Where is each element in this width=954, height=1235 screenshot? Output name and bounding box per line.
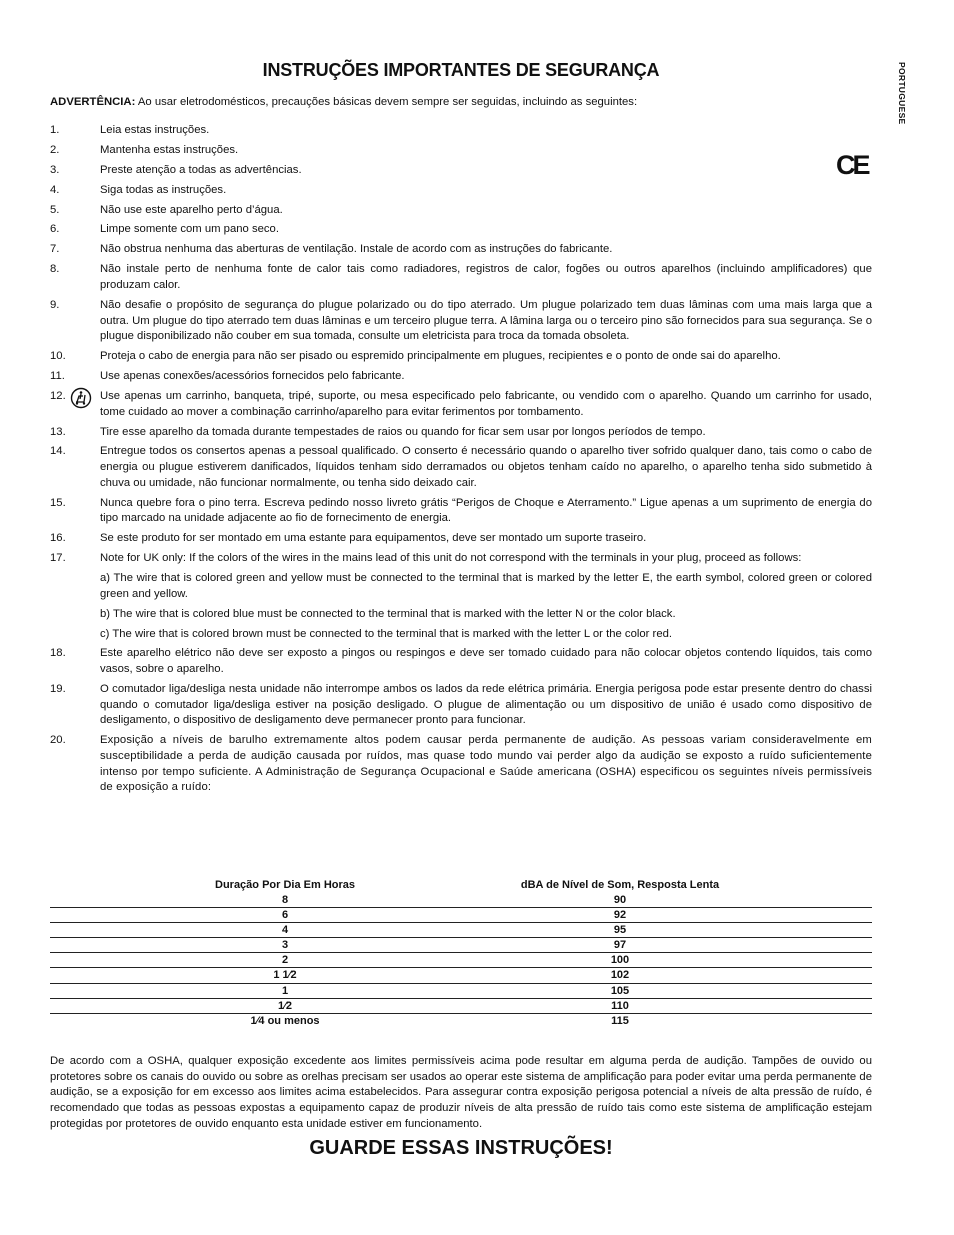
list-item-number-text: 1. [50, 124, 60, 136]
list-item-number-text: 8. [50, 263, 60, 276]
list-item-text: Não desafie o propósito de segurança do plugue polarizado ou do tipo aterrado. Um plugue polarizado tem duas lâminas com uma mais larga que a outra. Um plugue do tipo aterrado tem duas lâminas e um terceiro plugue terra. A lâmina larga ou o terceiro pino são fornecidos para sua segurança. Se o plugue disponibilizado não couber em sua tomada, consulte um eletricista para troca da tomada obsoleta. [100, 298, 872, 343]
list-item-number-text: 4. [50, 183, 60, 196]
list-item [50, 551, 872, 567]
list-item-number-text: 19. [50, 683, 66, 696]
cell-dba: 110 [611, 999, 629, 1012]
noise-exposure-table [50, 878, 872, 1029]
list-item-number [50, 183, 100, 199]
list-item-number [50, 143, 100, 159]
list-item [50, 262, 872, 293]
list-item-number-text: 14. [50, 445, 66, 458]
list-item-text: Use apenas conexões/acessórios fornecidos pelo fabricante. [100, 370, 405, 383]
list-item-text: Este aparelho elétrico não deve ser exposto a pingos ou respingos e deve ser tomado cuidado para não colocar objetos contendo líquidos, tais como vasos, sobre o aparelho. [100, 647, 872, 676]
warning-text: Ao usar eletrodomésticos, precauções básicas devem sempre ser seguidas, incluindo as seguintes: [135, 96, 638, 108]
list-item-text: Não obstrua nenhuma das aberturas de ventilação. Instale de acordo com as instruções do fabricante. [100, 243, 613, 256]
table-row [50, 893, 872, 908]
cell-dba: 95 [613, 924, 627, 937]
list-item-text: Mantenha estas instruções. [100, 143, 239, 156]
list-item-number-text: 3. [50, 163, 60, 176]
list-item-number-text: 15. [50, 496, 66, 509]
warning-intro [50, 95, 872, 109]
list-item-text: Entregue todos os consertos apenas a pessoal qualificado. O conserto é necessário quando o aparelho tiver sofrido qualquer dano, tais como o cabo de energia ou plugue estiverem danificados, líquidos tenham sido derramados ou objetos tenham caído no aparelho, o aparelho tenha sido submetido à chuva ou umidade, não funcionar normalmente, ou tenha sido deixado cair. [100, 445, 872, 489]
table-row [50, 999, 872, 1014]
list-item-number [50, 163, 100, 179]
ce-mark-icon: CE [836, 150, 868, 180]
list-item-text: Leia estas instruções. [100, 124, 210, 136]
list-item [50, 389, 872, 420]
list-item-number [50, 496, 100, 527]
cell-dba: 102 [610, 969, 630, 982]
cell-dba: 97 [613, 939, 627, 952]
list-sub-item: b) The wire that is colored blue must be connected to the terminal that is marked with the letter N or the color black. [100, 607, 676, 620]
list-item [50, 163, 872, 179]
list-item-text: Tire esse aparelho da tomada durante tempestades de raios ou quando for ficar sem usar por longos períodos de tempo. [100, 425, 706, 438]
cart-warning-icon [70, 387, 92, 409]
cell-duration: 6 [281, 909, 289, 922]
list-item-number [50, 389, 100, 420]
cell-duration: 1 1⁄2 [273, 969, 297, 982]
list-item-text: O comutador liga/desliga nesta unidade não interrompe ambos os lados da rede elétrica primária. Energia perigosa pode estar presente dentro do chassi quando o comutador liga/desliga estiver na posição desligado. O plugue de alimentação ou um dispositivo de união é usado como dispositivo de desligamento, o dispositivo de desligamento deve permanecer pronto para funcionar. [100, 683, 872, 727]
list-item [50, 496, 872, 527]
list-item-number-text: 13. [50, 425, 66, 438]
list-item-number [50, 531, 100, 547]
list-item-number-text: 5. [50, 203, 60, 216]
list-item [50, 646, 872, 677]
cell-duration: 1 [281, 984, 289, 997]
list-item-number [50, 242, 100, 258]
list-sub-item: c) The wire that is colored brown must be connected to the terminal that is marked with the letter L or the color red. [100, 627, 673, 640]
list-item-number-text: 9. [50, 298, 60, 311]
page-title: INSTRUÇÕES IMPORTANTES DE SEGURANÇA [262, 60, 660, 80]
list-item-number-text: 6. [50, 223, 60, 236]
table-row [50, 923, 872, 938]
list-item [50, 298, 872, 345]
list-item-number-text: 16. [50, 532, 66, 545]
language-label: PORTUGUESE [897, 62, 907, 125]
list-item-number-text: 20. [50, 734, 66, 747]
list-item-text: Use apenas um carrinho, banqueta, tripé, suporte, ou mesa especificado pelo fabricante, ou vendido com o aparelho. Quando um carrinho for usado, tome cuidado ao mover a combinação carrinho/aparelho para evitar ferimentos por tombamento. [100, 389, 872, 418]
warning-label: ADVERTÊNCIA: [50, 96, 136, 108]
list-item-number [50, 646, 100, 677]
list-item-text: Proteja o cabo de energia para não ser pisado ou espremido principalmente em plugues, recipientes e o ponto de onde sai do aparelho. [100, 350, 781, 363]
list-item-text: Note for UK only: If the colors of the wires in the mains lead of this unit do not correspond with the terminals in your plug, proceed as follows: [100, 552, 802, 565]
table-row [50, 968, 872, 983]
cell-duration: 8 [281, 894, 289, 906]
list-item-number-text: 2. [50, 143, 60, 156]
cell-dba: 100 [610, 954, 630, 967]
list-item [50, 222, 872, 238]
list-item-text: Não instale perto de nenhuma fonte de calor tais como radiadores, registros de calor, fogões ou outros aparelhos (incluindo amplificadores) que produzam calor. [100, 263, 872, 291]
list-item-number [50, 551, 100, 567]
list-item [50, 123, 872, 139]
list-item-number [50, 123, 100, 139]
cell-duration: 3 [281, 939, 289, 952]
list-item-number [50, 733, 100, 796]
list-sub-item: a) The wire that is colored green and yellow must be connected to the terminal that is marked by the letter E, the earth symbol, colored green or colored green and yellow. [100, 572, 872, 600]
cell-dba: 92 [613, 909, 627, 922]
table-body [50, 893, 872, 1029]
list-item-text: Exposição a níveis de barulho extremamente altos podem causar perda permanente de audição. As pessoas variam consideravelmente em susceptibilidade a perda de audição causada por ruídos, mas quase todo mundo vai perder algo da audição se exposto a ruído suficientemente intenso por tempo suficiente. A Administração de Segurança Ocupacional e Saúde americana (OSHA) especificou os seguintes níveis permissíveis de exposição a ruído: [100, 734, 872, 794]
table-header [50, 878, 872, 893]
list-item [50, 531, 872, 547]
list-item-number [50, 349, 100, 365]
list-item-number [50, 369, 100, 385]
table-row [50, 908, 872, 923]
list-item-number-text: 18. [50, 647, 66, 660]
list-item [50, 682, 872, 729]
table-row [50, 984, 872, 999]
list-item [50, 349, 872, 365]
cell-duration: 1⁄2 [277, 999, 293, 1012]
cell-duration: 1⁄4 ou menos [250, 1014, 320, 1027]
cell-dba: 115 [611, 1014, 629, 1027]
list-item-text: Nunca quebre fora o pino terra. Escreva pedindo nosso livreto grátis “Perigos de Choque e Aterramento.” Ligue apenas a um suprimento de energia do tipo marcado na unidade adjacente ao fio de fornecimento de energia. [100, 496, 872, 525]
list-item [50, 425, 872, 441]
list-item-text: Preste atenção a todas as advertências. [100, 163, 302, 176]
list-item-number [50, 203, 100, 219]
osha-paragraph: De acordo com a OSHA, qualquer exposição excedente aos limites permissíveis acima pode resultar em alguma perda de audição. Tampões de ouvido ou protetores sobre os canais do ouvido ou sobre as orelhas precisam ser usados ao operar este sistema de amplificação para poder evitar uma perda permanente de audição, se a exposição for em excesso aos limites acima estabelecidos. Para assegurar contra exposição perigosa potencial a níveis de alta pressão de ruído, é recomendado que todas as pessoas expostas a equipamento capaz de produzir níveis de alta pressão de ruído tais como este sistema de amplificação estejam protegidas por protetores de ouvido enquanto esta unidade estiver em funcionamento. [50, 1055, 872, 1130]
instruction-list [50, 123, 872, 800]
list-item-number-text: 7. [50, 243, 60, 256]
cell-duration: 4 [281, 924, 289, 937]
list-item [50, 242, 872, 258]
list-item-number [50, 298, 100, 345]
list-item [50, 143, 872, 159]
header-duration: Duração Por Dia Em Horas [215, 879, 355, 891]
list-item-number [50, 222, 100, 238]
footer-title: GUARDE ESSAS INSTRUÇÕES! [309, 1137, 613, 1159]
list-item-number-text: 17. [50, 552, 66, 565]
table-row [50, 953, 872, 968]
list-item-text: Limpe somente com um pano seco. [100, 223, 279, 236]
list-item [50, 183, 872, 199]
list-item [50, 444, 872, 491]
list-item-number-text: 10. [50, 350, 66, 363]
table-row [50, 1014, 872, 1029]
cell-dba: 90 [613, 894, 627, 906]
header-dba: dBA de Nível de Som, Resposta Lenta [520, 879, 720, 891]
list-item-text: Não use este aparelho perto d’água. [100, 203, 283, 216]
list-item-number [50, 682, 100, 729]
list-item-text: Se este produto for ser montado em uma estante para equipamentos, deve ser montado um suporte traseiro. [100, 532, 647, 545]
list-item-number [50, 425, 100, 441]
cell-dba: 105 [610, 984, 630, 997]
table-row [50, 938, 872, 953]
list-item-number [50, 262, 100, 293]
list-item [50, 203, 872, 219]
list-item [50, 733, 872, 796]
cell-duration: 2 [281, 954, 289, 967]
list-item-number-text: 11. [50, 370, 65, 383]
list-item [50, 369, 872, 385]
list-item-text: Siga todas as instruções. [100, 183, 227, 196]
list-item-number-text: 12. [50, 389, 66, 402]
list-item-number [50, 444, 100, 491]
